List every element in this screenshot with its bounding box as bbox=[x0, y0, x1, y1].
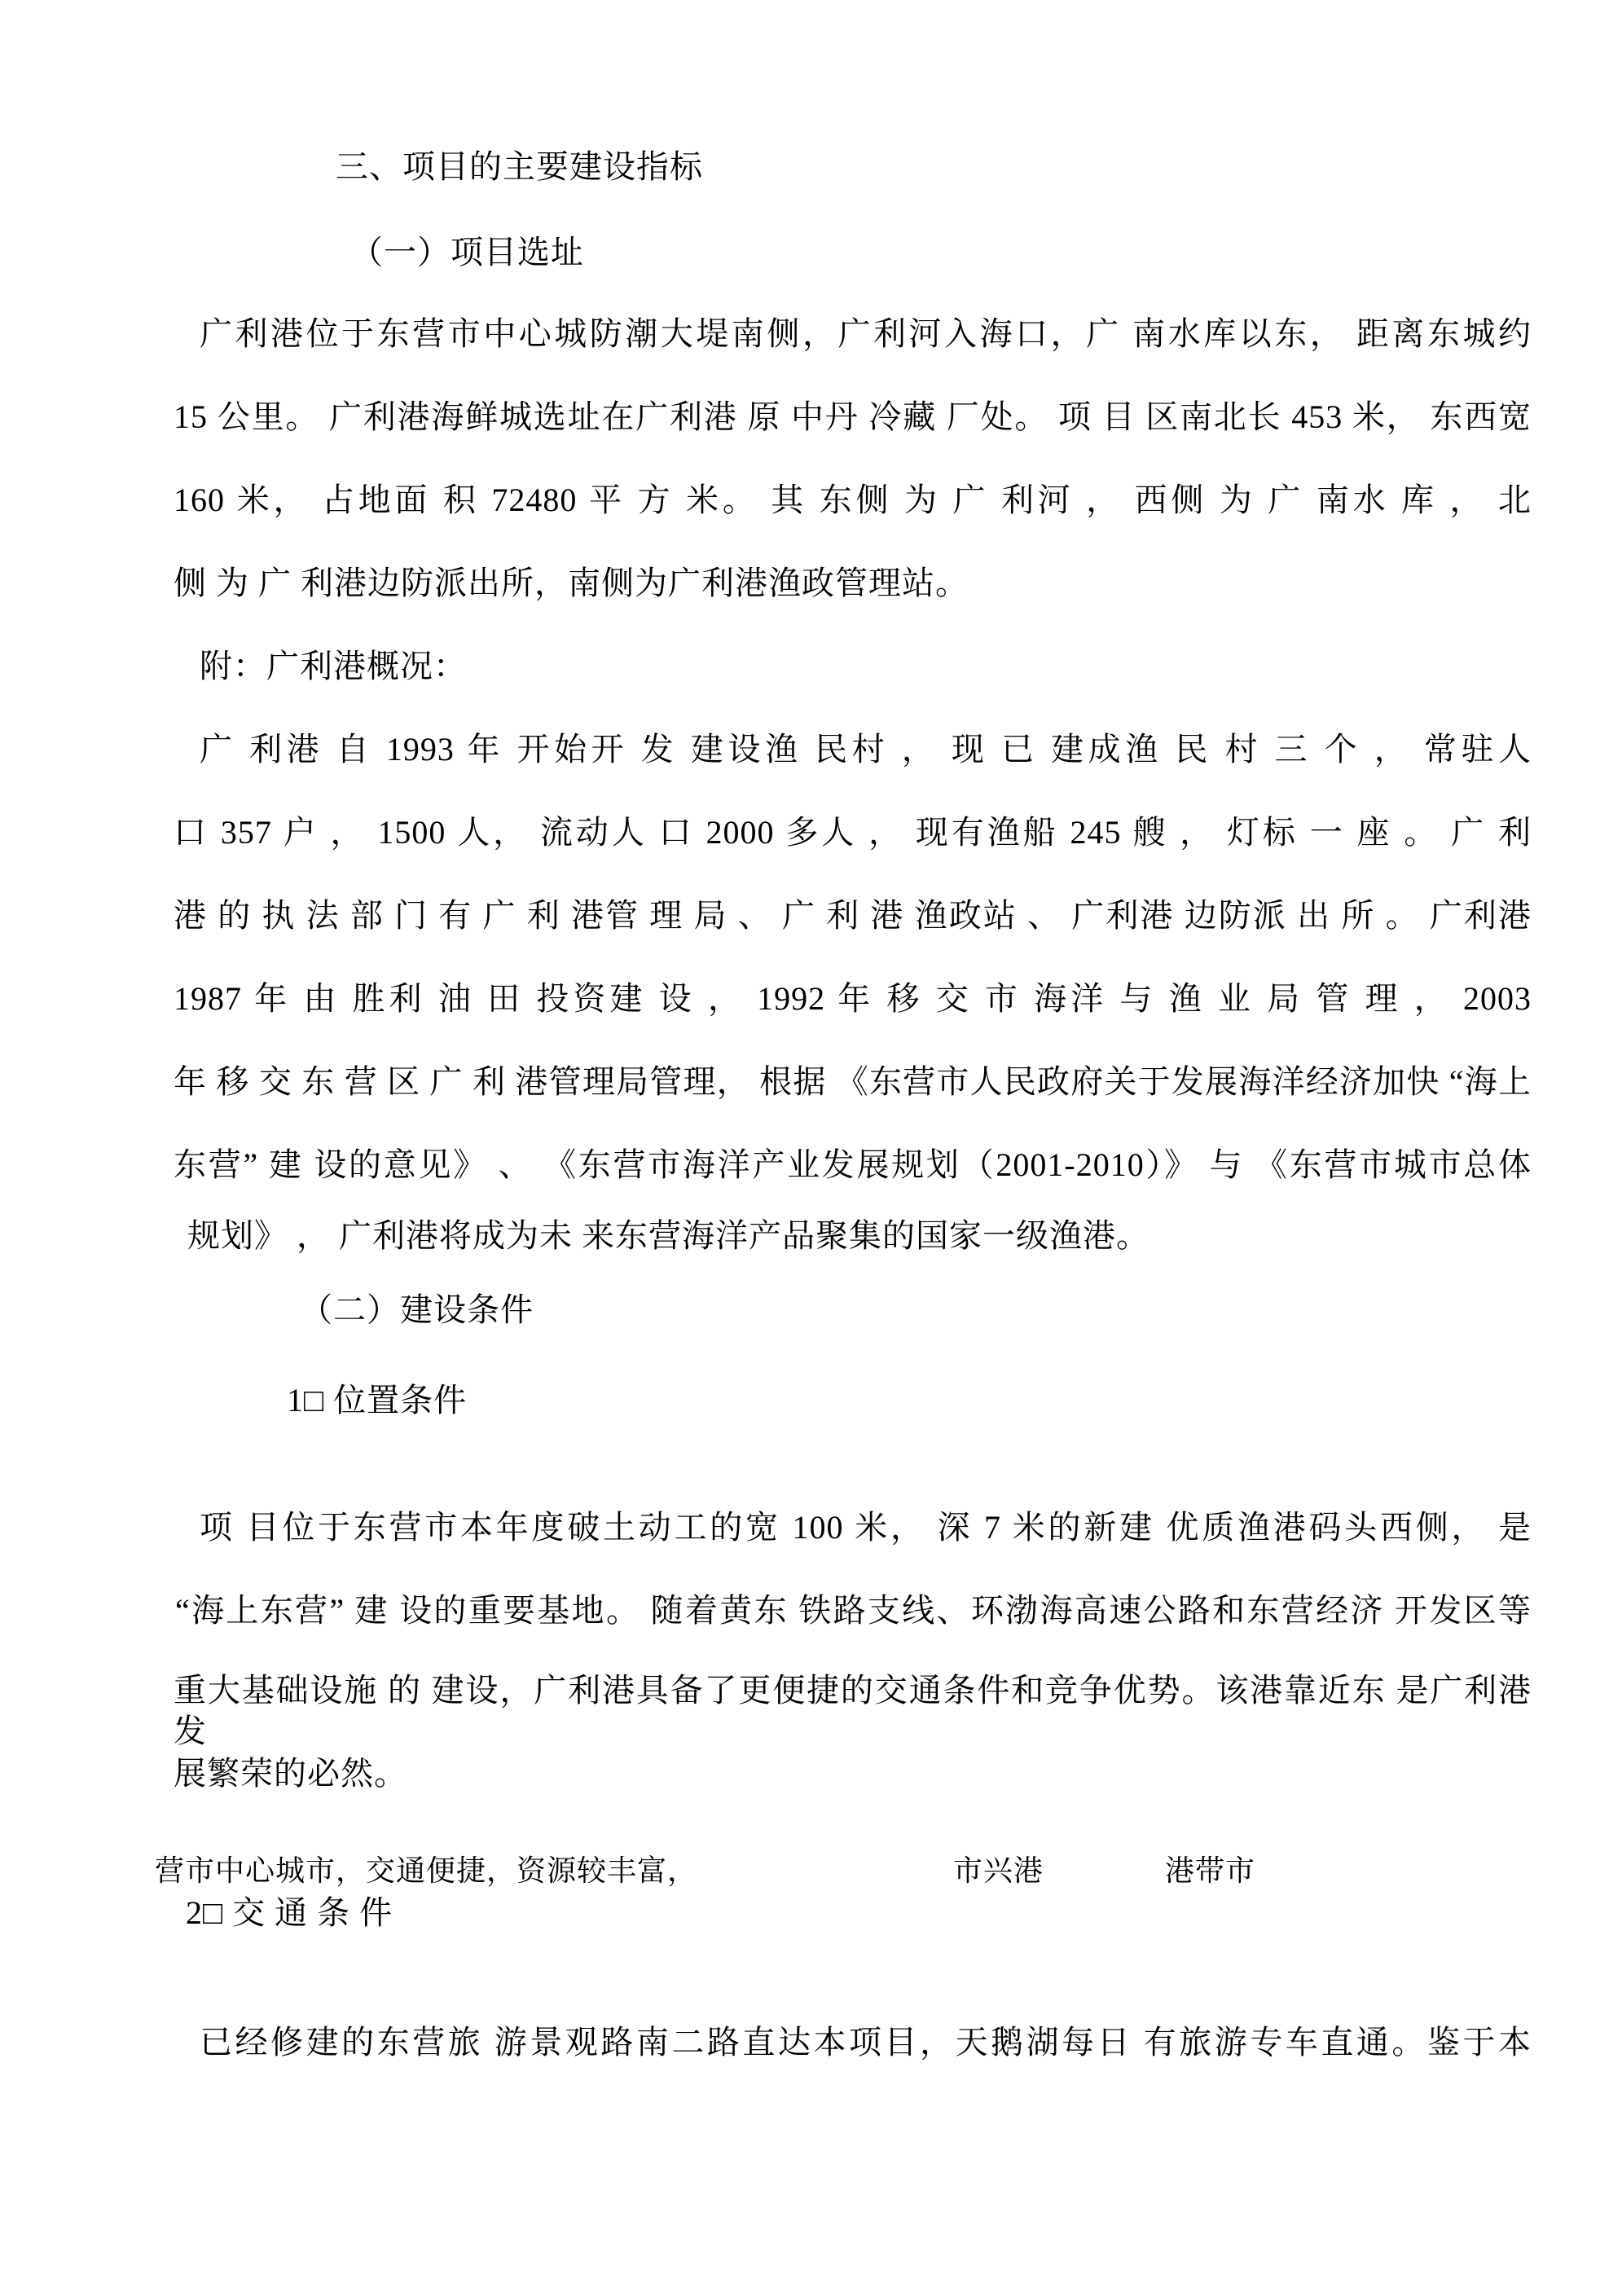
paragraph-line: 15 公里。 广利港海鲜城选址在广利港 原 中丹 冷藏 厂处。 项 目 区南北长 453 米， 东西宽 bbox=[174, 398, 1532, 435]
paragraph-line: 港 的 执 法 部 门 有 广 利 港管 理 局 、 广 利 港 渔政站 、 广利港 边防派 出 所 。 广利港 bbox=[174, 897, 1532, 934]
paragraph-line: 项 目位于东营市本年度破土动工的宽 100 米， 深 7 米的新建 优质渔港码头西侧， 是 bbox=[200, 1509, 1532, 1546]
numbered-heading-1: 1□ 位置条件 bbox=[287, 1382, 468, 1419]
paragraph-line: 展繁荣的必然。 bbox=[174, 1755, 407, 1792]
stray-text-fragment: 市兴港 bbox=[953, 1854, 1044, 1887]
paragraph-line: 侧 为 广 利港边防派出所，南侧为广利港渔政管理站。 bbox=[174, 565, 969, 601]
paragraph-line: 口 357 户 ， 1500 人， 流动人 口 2000 多人 ， 现有渔船 245 艘 ， 灯标 一 座 。 广 利 bbox=[174, 814, 1532, 851]
subsection-heading-2-1: （一）项目选址 bbox=[350, 234, 584, 271]
numbered-heading-2: 2□ 交 通 条 件 bbox=[186, 1894, 393, 1931]
paragraph-line: 1987 年 由 胜利 油 田 投资建 设 ， 1992 年 移 交 市 海洋 与 渔 业 局 管 理 ， 2003 bbox=[174, 980, 1532, 1017]
paragraph-line: 广 利港 自 1993 年 开始开 发 建设渔 民村 ， 现 已 建成渔 民 村 三 个 ， 常驻人 bbox=[200, 731, 1532, 768]
paragraph-line: 规划》 ， 广利港将成为未 来东营海洋产品聚集的国家一级渔港。 bbox=[187, 1217, 1149, 1254]
paragraph-line: 年 移 交 东 营 区 广 利 港管理局管理， 根据 《东营市人民政府关于发展海洋经济加快 “海上 bbox=[174, 1063, 1532, 1100]
paragraph-line: 160 米， 占地面 积 72480 平 方 米。 其 东侧 为 广 利河 ， 西侧 为 广 南水 库 ， 北 bbox=[174, 482, 1532, 518]
paragraph-line: 重大基础设施 的 建设，广利港具备了更便捷的交通条件和竞争优势。该港靠近东 是广利港发 bbox=[174, 1672, 1532, 1749]
stray-text-fragment: 港带市 bbox=[1165, 1854, 1256, 1887]
section-heading-3: 三、项目的主要建设指标 bbox=[336, 148, 703, 185]
paragraph-line: “海上东营” 建 设的重要基地。 随着黄东 铁路支线、环渤海高速公路和东营经济 开发区等 bbox=[175, 1592, 1532, 1629]
stray-text-line: 营市中心城市，交通便捷，资源较丰富， bbox=[155, 1854, 698, 1887]
attachment-label: 附：广利港概况： bbox=[200, 648, 467, 684]
paragraph-line: 已经修建的东营旅 游景观路南二路直达本项目，天鹅湖每日 有旅游专车直通。鉴于本 bbox=[200, 2024, 1532, 2061]
paragraph-line: 广利港位于东营市中心城防潮大堤南侧，广利河入海口，广 南水库以东， 距离东城约 bbox=[200, 315, 1532, 352]
paragraph-line: 东营” 建 设的意见》 、 《东营市海洋产业发展规划（2001-2010）》 与 《东营市城市总体 bbox=[174, 1146, 1532, 1183]
subsection-heading-2-2: （二）建设条件 bbox=[300, 1291, 534, 1328]
